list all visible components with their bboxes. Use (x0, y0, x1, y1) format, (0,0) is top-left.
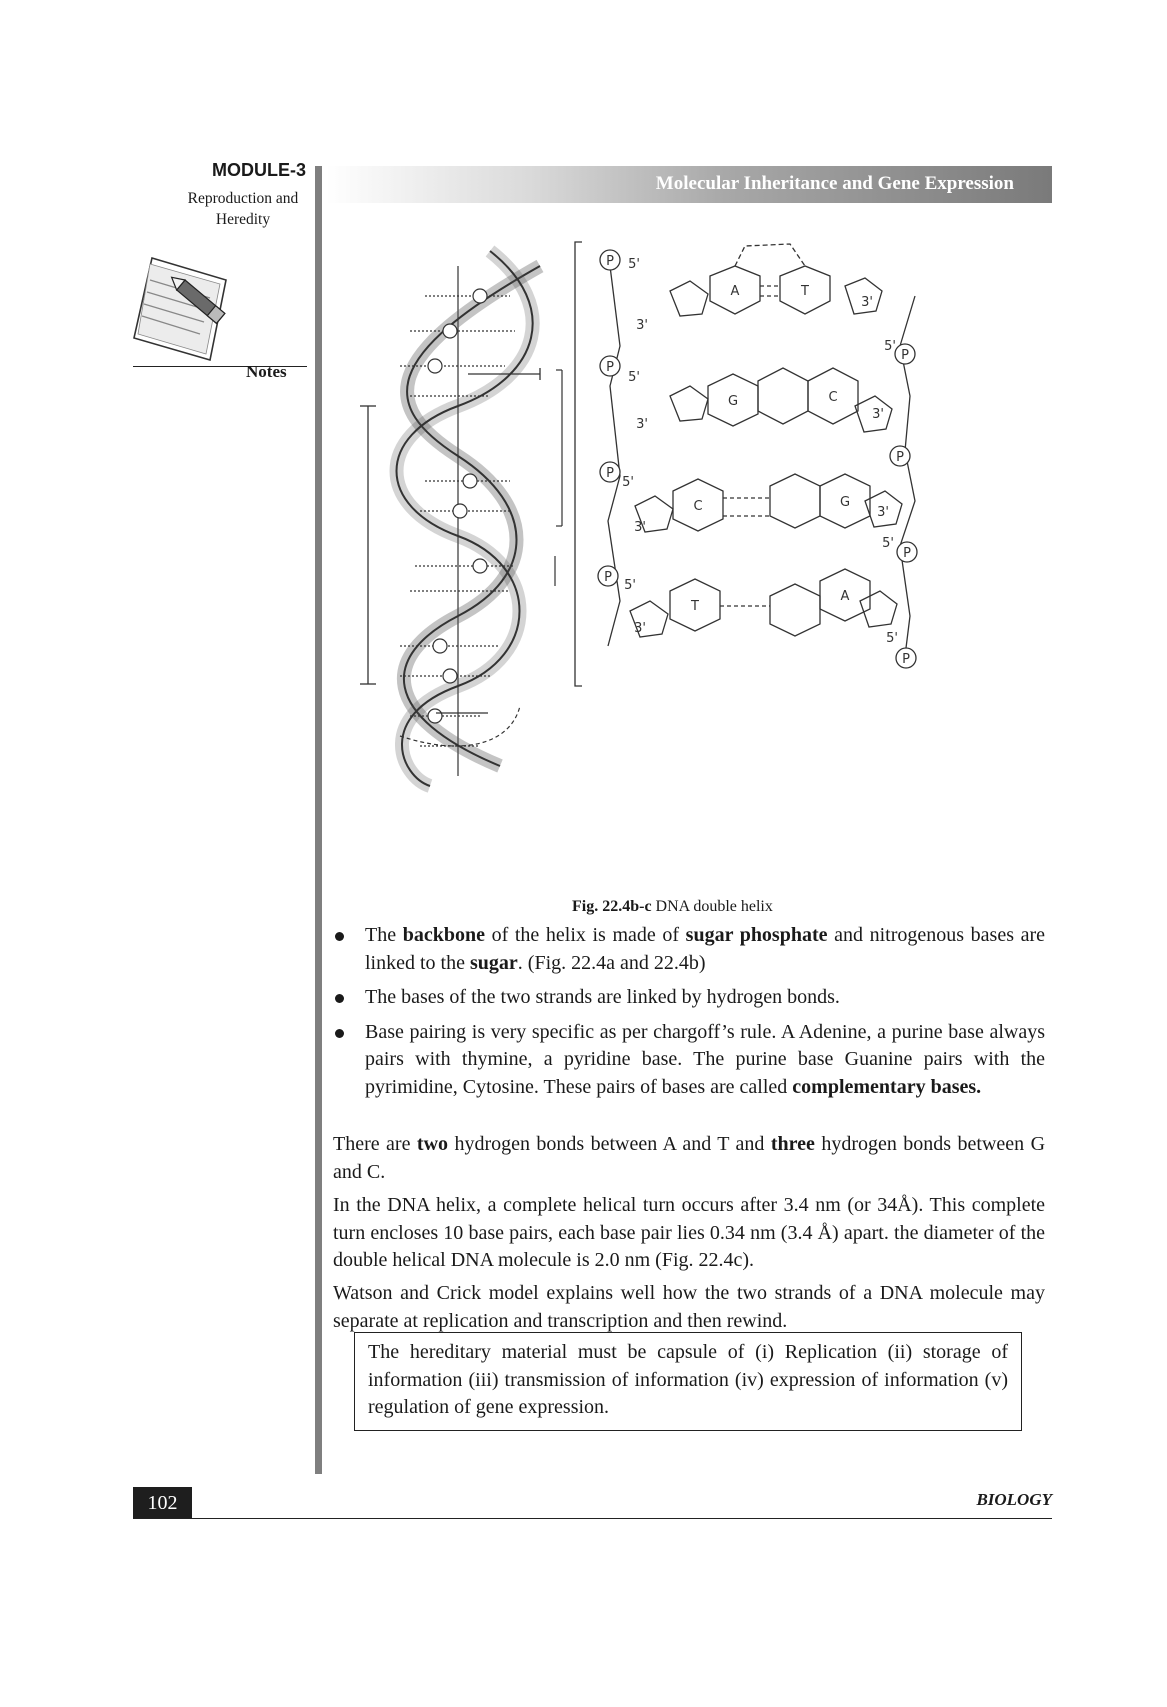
notes-label: Notes (246, 362, 287, 381)
phosphate-label: P (606, 360, 614, 375)
list-item: The backbone of the helix is made of sugar phosphate and nitrogenous bases are linked to the sugar. (Fig. 22.4a and 22.4b) (333, 922, 1045, 977)
module-subtitle (176, 188, 310, 230)
base-label: C (828, 390, 838, 405)
base-label: T (691, 599, 699, 614)
prime-5-label: 5' (884, 339, 896, 354)
prime-5-label: 5' (882, 536, 894, 551)
list-item: Base pairing is very specific as per chargoff’s rule. A Adenine, a purine base always pairs with thymine, a pyridine base. The purine base Guanine pairs with the pyrimidine, Cytosine. These pairs of bases are called complementary bases. (333, 1019, 1045, 1102)
prime-5-label: 5' (622, 475, 634, 490)
summary-box: The hereditary material must be capsule of (i) Replication (ii) storage of information (iii) transmission of information (iv) expression of information (v) regulation of gene expression. (354, 1332, 1022, 1431)
base-pair-row-4 (630, 569, 897, 637)
module-title: MODULE-3 (212, 160, 306, 180)
phosphate-label: P (604, 570, 612, 585)
module-subtitle-line2: Heredity (215, 211, 271, 228)
figure-caption (572, 898, 773, 916)
prime-3-label: 3' (872, 407, 884, 422)
figure-caption-text: DNA double helix (651, 898, 773, 915)
base-label: C (693, 499, 703, 514)
phosphate-label: P (903, 546, 911, 561)
paragraph-hydrogen-bonds: There are two hydrogen bonds between A and T and three hydrogen bonds between G and C. (333, 1133, 1046, 1183)
prime-3-label: 3' (636, 318, 648, 333)
prime-3-label: 3' (634, 621, 646, 636)
base-label: G (727, 394, 739, 409)
paragraph-watson-crick: Watson and Crick model explains well how the two strands of a DNA molecule may separate at replication and transcription and then rewind. (333, 1282, 1045, 1332)
prime-3-label: 3' (636, 417, 648, 432)
dna-double-helix-figure (340, 236, 1040, 806)
base-pair-row-1 (670, 244, 882, 316)
prime-5-label: 5' (628, 370, 640, 385)
prime-3-label: 3' (877, 505, 889, 520)
base-pair-row-2 (670, 368, 892, 432)
phosphate-label: P (901, 348, 909, 363)
prime-5-label: 5' (624, 578, 636, 593)
helix-diagram (360, 251, 562, 786)
phosphate-label: P (606, 254, 614, 269)
prime-5-label: 5' (628, 257, 640, 272)
base-label: T (801, 284, 809, 299)
subject-label: BIOLOGY (976, 1490, 1052, 1509)
phosphate-label: P (902, 652, 910, 667)
base-label: A (730, 284, 740, 299)
base-label: A (840, 589, 850, 604)
page-number: 102 (133, 1487, 192, 1519)
phosphate-label: P (896, 450, 904, 465)
prime-3-label: 3' (861, 295, 873, 310)
notepad-pencil-icon (130, 250, 245, 365)
key-points-list (333, 922, 1045, 1108)
base-label: G (839, 495, 851, 510)
chapter-header (326, 166, 1052, 203)
prime-5-label: 5' (886, 631, 898, 646)
margin-divider (315, 166, 322, 1474)
base-pair-row-3 (635, 474, 902, 532)
prime-3-label: 3' (634, 520, 646, 535)
phosphate-label: P (606, 466, 614, 481)
module-subtitle-line1: Reproduction and (187, 190, 299, 207)
footer-divider (133, 1518, 1052, 1519)
paragraph-helix-dimensions: In the DNA helix, a complete helical turn occurs after 3.4 nm (or 34Å). This complete turn encloses 10 base pairs, each base pair lies 0.34 nm (3.4 Å) apart. the diameter of the double helical DNA molecule is 2.0 nm (Fig. 22.4c). (333, 1194, 1045, 1271)
list-item: The bases of the two strands are linked by hydrogen bonds. (333, 984, 1045, 1012)
chapter-title: Molecular Inheritance and Gene Expression (655, 173, 1014, 194)
figure-caption-id: Fig. 22.4b-c (572, 898, 652, 915)
